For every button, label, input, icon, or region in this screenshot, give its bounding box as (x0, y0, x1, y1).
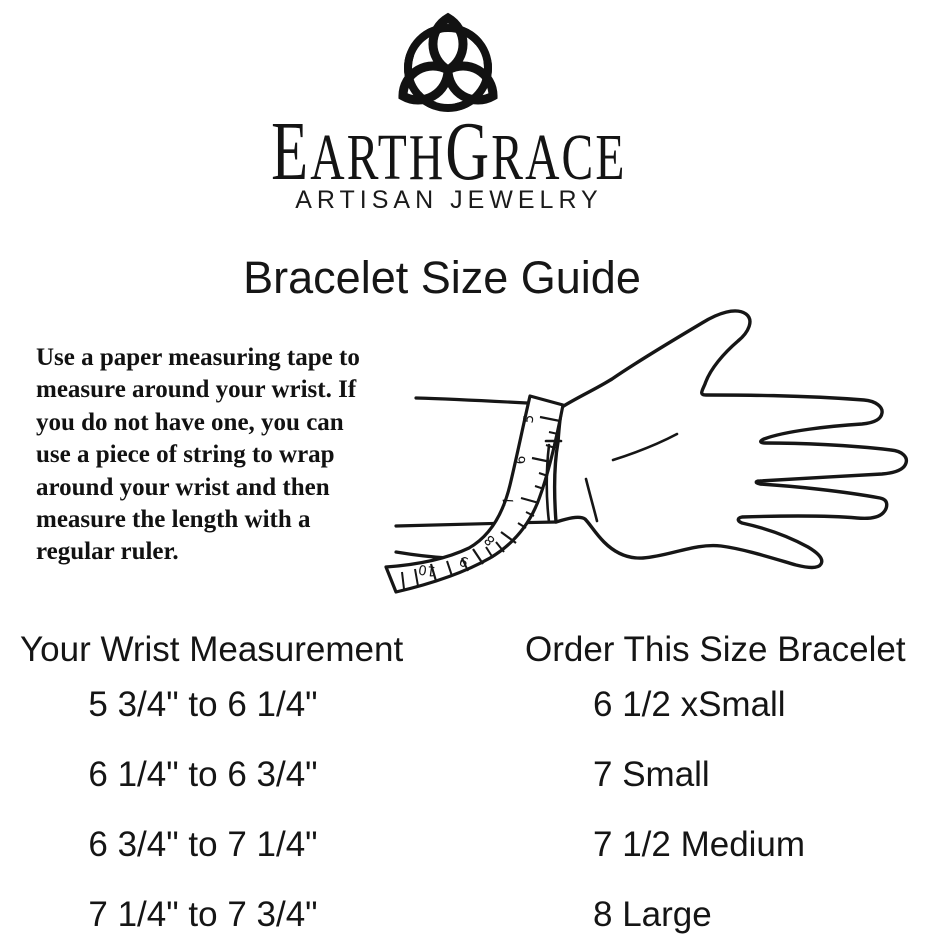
measuring-instructions (36, 342, 386, 569)
table-row-size-value: 7 1/2 Medium (593, 825, 806, 864)
instruction-line: measure around your wrist. If (36, 376, 357, 404)
table-row-wrist-value: 6 3/4" to 7 1/4" (88, 825, 318, 864)
tape-number-10: 10 (417, 560, 437, 580)
tape-number-7: 7 (500, 494, 518, 508)
table-row-wrist-value: 5 3/4" to 6 1/4" (88, 685, 318, 724)
column-header-wrist-measurement: Your Wrist Measurement (20, 630, 404, 669)
tape-number-5: 5 (520, 414, 538, 424)
page-title: Bracelet Size Guide (243, 252, 641, 303)
wordmark-arth: ARTH (310, 121, 446, 194)
tape-number-6: 6 (512, 455, 530, 465)
hand-outline (555, 311, 907, 568)
wordmark-initial-g: G (445, 105, 492, 198)
instruction-line: measure the length with a (36, 506, 311, 534)
hand-measuring-tape-illustration (380, 295, 928, 615)
table-row-wrist-value: 6 1/4" to 6 3/4" (88, 755, 318, 794)
brand-wordmark (0, 105, 898, 198)
instruction-line: regular ruler. (36, 538, 179, 566)
table-row-size-value: 7 Small (593, 755, 710, 794)
instruction-line: Use a paper measuring tape to (36, 344, 360, 371)
wordmark-initial-e: E (271, 105, 311, 198)
table-row-size-value: 8 Large (593, 895, 712, 934)
wordmark-race: RACE (491, 121, 627, 194)
brand-tagline: ARTISAN JEWELRY (295, 186, 603, 214)
instruction-line: you do not have one, you can (36, 408, 344, 436)
tape-number-9: 9 (457, 551, 471, 571)
table-row-wrist-value: 7 1/4" to 7 3/4" (88, 895, 318, 934)
table-row-size-value: 6 1/2 xSmall (593, 685, 786, 724)
instruction-line: around your wrist and then (36, 473, 330, 501)
trinity-knot-icon (391, 12, 505, 112)
instruction-line: use a piece of string to wrap (36, 441, 335, 469)
measuring-tape (386, 396, 563, 592)
column-header-bracelet-size: Order This Size Bracelet (525, 630, 906, 669)
tape-number-8: 8 (481, 531, 499, 549)
